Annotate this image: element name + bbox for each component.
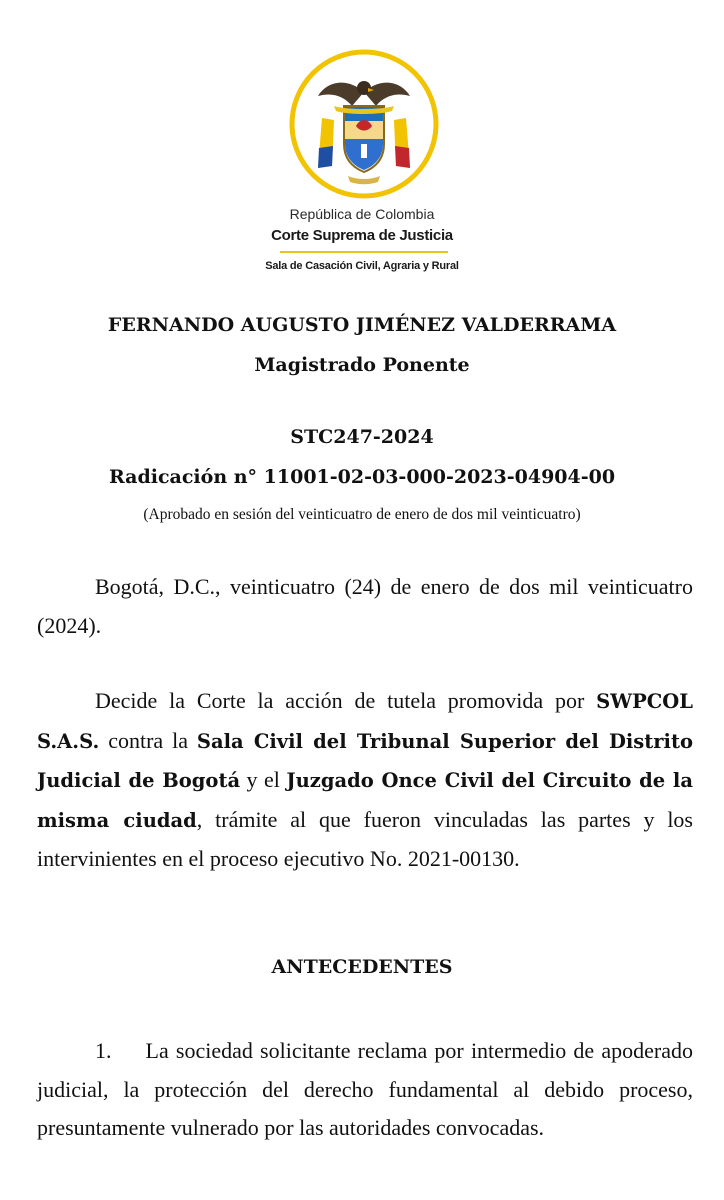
respondent-tribunal: Sala Civil del Tribunal Superior del Distrito Judicial de Bogotá [37,729,693,792]
magistrate-role: Magistrado Ponente [254,354,470,376]
date-text: Bogotá, D.C., veinticuatro (24) de enero de dos mil veinticuatro (2024). [37,574,693,638]
item-text: La sociedad solicitante reclama por intermedio de apoderado judicial, la protección del derecho fundamental al debido proceso, presuntamente vulnerado por las autoridades convocadas. [37,1038,693,1140]
respondent-court: Juzgado Once Civil del Circuito de la misma ciudad [37,769,693,832]
magistrate-name: FERNANDO AUGUSTO JIMÉNEZ VALDERRAMA [107,314,617,336]
institution-divider [280,251,448,253]
item-number: 1. [95,1038,112,1063]
decide-text-2: contra la [99,727,197,753]
antecedent-item-1 [37,1032,693,1148]
coat-of-arms-seal-icon [288,48,440,200]
date-paragraph [37,568,693,645]
institution-chamber: Sala de Casación Civil, Agraria y Rural [265,260,459,272]
institution-country: República de Colombia [289,206,435,222]
institution-court: Corte Suprema de Justicia [271,227,453,244]
plaintiff-name: SWPCOL S.A.S. [37,690,693,753]
decide-text-3: y el [240,767,287,792]
section-title-antecedentes: ANTECEDENTES [271,956,453,978]
radicacion-number: Radicación n° 11001-02-03-000-2023-04904-00 [108,466,616,488]
approval-note: (Aprobado en sesión del veinticuatro de enero de dos mil veinticuatro) [143,506,581,523]
decision-paragraph [37,682,693,879]
case-code: STC247-2024 [290,426,434,448]
decide-text-4: , trámite al que fueron vinculadas las partes y los intervinientes en el proceso ejecutivo No. 2021-00130. [37,806,693,871]
decide-text-1: Decide la Corte la acción de tutela promovida por [95,688,597,713]
